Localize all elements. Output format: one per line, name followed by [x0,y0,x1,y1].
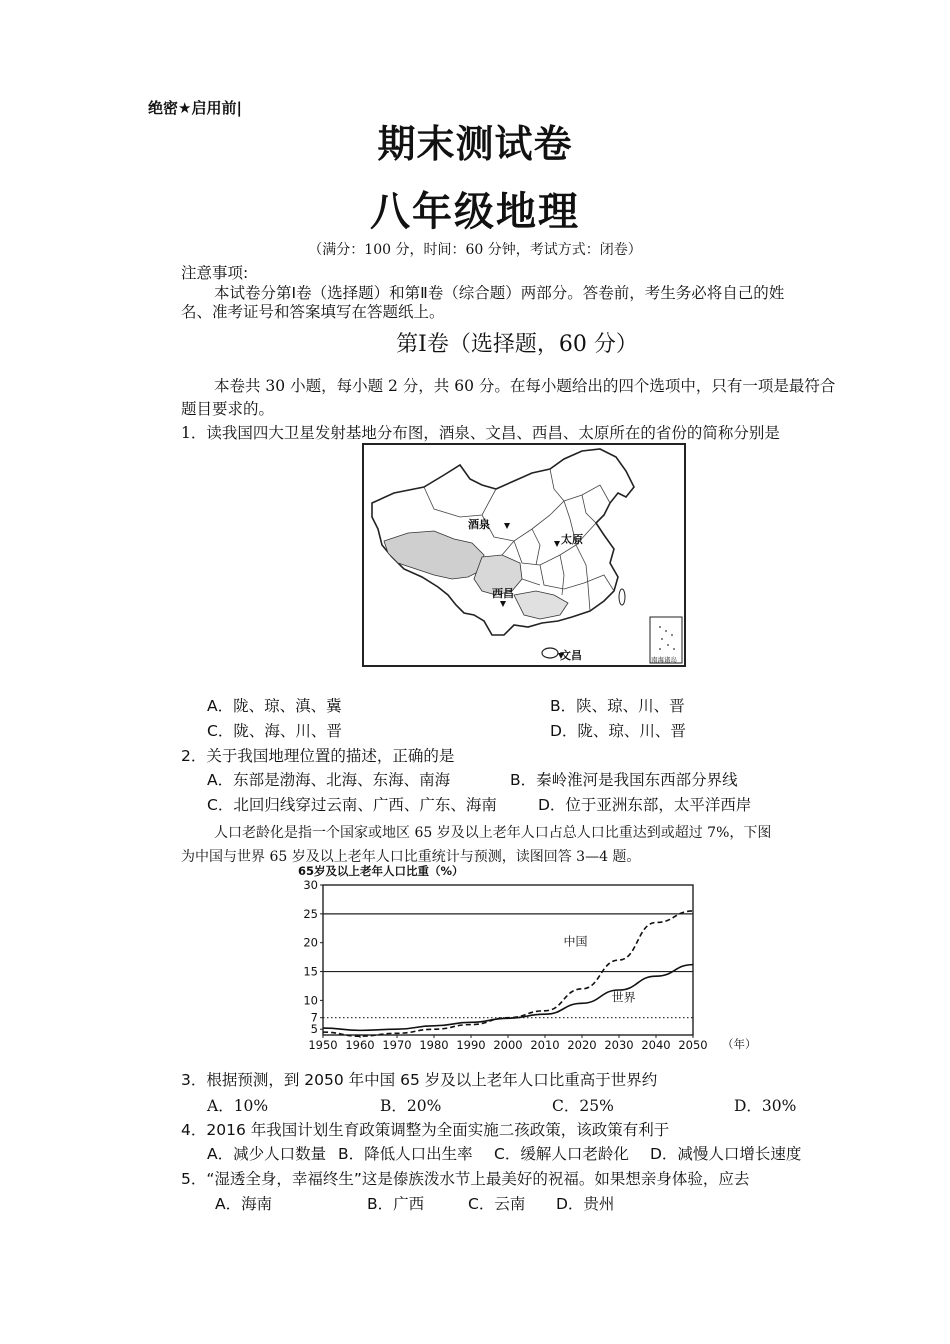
q1-option-d: D．陇、琼、川、晋 [550,722,686,740]
chart-title: 65岁及以上老年人口比重（%） [298,864,464,878]
q5-option-d: D．贵州 [556,1195,615,1213]
y-tick-labels [303,878,323,1036]
x-axis-label: （年） [722,1037,757,1051]
series-lines [323,911,693,1036]
q3-option-d: D．30% [734,1097,797,1115]
map-label-wenchang: 文昌 [560,649,582,662]
x-tick-label: 2020 [567,1038,597,1052]
q5-option-a: A．海南 [215,1195,273,1213]
q5-option-b: B．广西 [367,1195,425,1213]
y-tick-label: 10 [303,993,318,1008]
china-map-figure [362,443,686,667]
series-line-world [323,965,693,1031]
map-label-taiyuan: 太原 [561,533,583,546]
exam-subtitle: 八年级地理 [370,189,580,235]
x-tick-label: 2000 [493,1038,523,1052]
q1-stem: 1．读我国四大卫星发射基地分布图，酒泉、文昌、西昌、太原所在的省份的简称分别是 [181,424,780,442]
q4-option-a: A．减少人口数量 [207,1145,327,1163]
q2-option-b: B．秦岭淮河是我国东西部分界线 [510,771,738,789]
q5-option-c: C．云南 [468,1195,526,1213]
q5-stem: 5．“湿透全身，幸福终生”这是傣族泼水节上最美好的祝福。如果想亲身体验，应去 [181,1170,750,1188]
q3-option-a: A．10% [207,1097,269,1115]
q1-option-a: A．陇、琼、滇、冀 [207,697,342,715]
map-label-xichang: 西昌 [492,587,514,600]
map-label-jiuquan: 酒泉 [468,518,490,531]
x-tick-label: 1990 [456,1038,486,1052]
y-tick-label: 20 [303,935,318,950]
section-intro-1: 本卷共 30 小题，每小题 2 分，共 60 分。在每小题给出的四个选项中，只有一项是最符合 [214,377,836,395]
q1-option-c: C．陇、海、川、晋 [207,722,342,740]
x-tick-label: 1970 [382,1038,412,1052]
q2-stem: 2．关于我国地理位置的描述，正确的是 [181,747,455,765]
notice-line-2: 名、准考证号和答案填写在答题纸上。 [181,303,445,321]
q4-option-d: D．减慢人口增长速度 [650,1145,802,1163]
plot-frame [323,885,693,1035]
y-tick-label: 30 [303,878,318,892]
score-info: （满分：100 分，时间：60 分钟，考试方式：闭卷） [308,242,642,258]
q4-stem: 4．2016 年我国计划生育政策调整为全面实施二孩政策，该政策有利于 [181,1121,670,1139]
q2-option-c: C．北回归线穿过云南、广西、广东、海南 [207,796,497,814]
inset-label: 南海诸岛 [651,656,677,664]
x-tick-label: 2030 [604,1038,634,1052]
x-tick-label: 1980 [419,1038,449,1052]
q1-option-b: B．陕、琼、川、晋 [550,697,685,715]
notice-line-1: 本试卷分第Ⅰ卷（选择题）和第Ⅱ卷（综合题）两部分。答卷前，考生务必将自己的姓 [214,284,785,302]
x-tick-label: 1950 [308,1038,338,1052]
x-tick-label: 2010 [530,1038,560,1052]
taiwan-island [619,589,625,605]
series-line-china [323,911,693,1036]
q3-stem: 3．根据预测，到 2050 年中国 65 岁及以上老年人口比重高于世界约 [181,1071,658,1089]
y-tick-label: 25 [303,906,318,921]
section-title: 第Ⅰ卷（选择题，60 分） [396,332,638,357]
x-tick-label: 2040 [641,1038,671,1052]
y-tick-label: 7 [310,1010,318,1025]
y-tick-label: 15 [303,964,318,979]
q4-option-b: B．降低人口出生率 [338,1145,473,1163]
q3-option-c: C．25% [552,1097,614,1115]
y-tick-label: 5 [310,1022,318,1037]
material-line-2: 为中国与世界 65 岁及以上老年人口比重统计与预测，读图回答 3—4 题。 [181,849,641,865]
aging-line-chart [290,862,760,1054]
x-tick-label: 2050 [678,1038,708,1052]
series-label-world: 世界 [611,990,636,1005]
q2-option-a: A．东部是渤海、北海、东海、南海 [207,771,451,789]
confidential-mark: 绝密★启用前| [148,99,242,117]
q4-option-c: C．缓解人口老龄化 [494,1145,629,1163]
q2-option-d: D．位于亚洲东部，太平洋西岸 [538,796,752,814]
china-map-svg [364,445,684,665]
notice-heading: 注意事项: [181,264,249,282]
section-intro-2: 题目要求的。 [181,400,275,418]
series-label-china: 中国 [563,934,588,949]
exam-title: 期末测试卷 [377,122,573,166]
x-tick-label: 1960 [345,1038,375,1052]
material-line-1: 人口老龄化是指一个国家或地区 65 岁及以上老年人口占总人口比重达到或超过 7%，下图 [214,825,772,841]
reference-lines [323,914,693,1018]
hainan-island [542,648,558,658]
x-tick-labels [308,1035,707,1052]
q3-option-b: B．20% [380,1097,442,1115]
